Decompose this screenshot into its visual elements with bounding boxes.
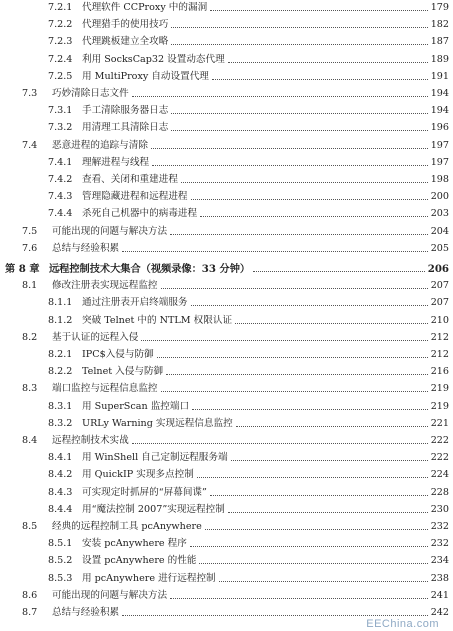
toc-entry-title: 用清理工具清除日志: [82, 122, 169, 134]
toc-page-number: 242: [430, 607, 449, 618]
toc-section-number: 7.6: [22, 242, 38, 254]
toc-row[interactable]: [0, 17, 453, 33]
toc-dot-leader: [141, 340, 428, 341]
toc-page-number: 194: [430, 88, 449, 99]
toc-page-number: 204: [430, 225, 449, 237]
toc-page-number: 200: [430, 191, 449, 203]
toc-entry-title: 用 MultiProxy 自动设置代理: [82, 70, 209, 82]
toc-section-number: 7.3.1: [48, 105, 73, 117]
toc-row[interactable]: [0, 519, 453, 535]
toc-row[interactable]: [0, 224, 453, 240]
toc-section-number: 8.7: [22, 607, 38, 618]
toc-row[interactable]: [0, 103, 453, 119]
toc-dot-leader: [157, 357, 428, 358]
toc-entry-title: URLy Warning 实现远程信息监控: [82, 417, 233, 429]
toc-page-number: 230: [430, 503, 449, 515]
toc-row[interactable]: [0, 450, 453, 466]
toc-dot-leader: [152, 165, 428, 166]
toc-row[interactable]: [0, 347, 453, 363]
toc-section-number: 8.4: [22, 435, 38, 446]
toc-page-number: 203: [430, 208, 449, 220]
toc-row[interactable]: [0, 588, 453, 604]
toc-page-number: 219: [430, 383, 449, 395]
toc-entry-title: 用“魔法控制 2007”实现远程控制: [82, 503, 225, 515]
toc-page-number: 207: [430, 280, 449, 292]
toc-page-number: 191: [430, 70, 449, 82]
toc-dot-leader: [253, 271, 425, 272]
toc-entry-title: 管理隐藏进程和远程进程: [82, 191, 188, 203]
toc-page-number: 212: [430, 349, 449, 360]
toc-section-number: 8.5: [22, 521, 38, 532]
toc-row[interactable]: [0, 120, 453, 136]
toc-entry-title: 杀死自己机器中的病毒进程: [82, 208, 198, 220]
toc-entry-title: 手工清除服务器日志: [82, 105, 169, 117]
toc-entry-title: 设置 pcAnywhere 的性能: [82, 555, 197, 567]
toc-dot-leader: [212, 79, 428, 80]
toc-dot-leader: [171, 27, 428, 28]
toc-section-number: 7.5: [22, 225, 38, 237]
toc-dot-leader: [191, 199, 428, 200]
toc-dot-leader: [161, 391, 428, 392]
toc-row[interactable]: [0, 364, 453, 380]
toc-page-number: 232: [430, 521, 449, 532]
toc-entry-title: 用 WinShell 自己定制远程服务端: [82, 452, 228, 464]
toc-dot-leader: [170, 598, 428, 599]
toc-section-number: 8.2: [22, 331, 38, 343]
toc-dot-leader: [132, 443, 428, 444]
toc-section-number: 7.4.2: [48, 174, 73, 185]
toc-section-number: 8.2.2: [48, 366, 73, 378]
toc-page-number: 187: [430, 36, 449, 48]
toc-entry-title: 巧妙清除日志文件: [52, 88, 129, 99]
toc-section-number: 8.3.1: [48, 400, 73, 412]
toc-page-number: 221: [430, 417, 449, 429]
toc-section-number: 8.6: [22, 589, 38, 601]
watermark: EEChina.com: [366, 618, 439, 630]
toc-section-number: 8.4.4: [48, 503, 73, 515]
toc-dot-leader: [192, 409, 428, 410]
toc-row[interactable]: [0, 69, 453, 85]
toc-dot-leader: [170, 234, 428, 235]
toc-page-number: 228: [430, 486, 449, 498]
toc-page-number: 207: [430, 297, 449, 309]
toc-dot-leader: [219, 581, 428, 582]
toc-page-number: 232: [430, 538, 449, 550]
toc-dot-leader: [197, 477, 428, 478]
toc-page-number: 196: [430, 122, 449, 134]
toc-section-number: 7.2.5: [48, 70, 73, 82]
toc-dot-leader: [122, 615, 428, 616]
toc-entry-title: 远程控制技术大集合（视频录像：33 分钟）: [49, 263, 251, 275]
toc-entry-title: 用 QuickIP 实现多点控制: [82, 469, 194, 481]
toc-row[interactable]: [0, 467, 453, 483]
toc-entry-title: 代理跳板建立全攻略: [82, 36, 169, 48]
toc-section-number: 7.4.4: [48, 208, 73, 220]
toc-entry-title: 理解进程与线程: [82, 156, 150, 168]
toc-row[interactable]: [0, 0, 453, 16]
toc-page-number: 222: [430, 452, 449, 464]
toc-row[interactable]: [0, 399, 453, 415]
toc-row[interactable]: [0, 155, 453, 171]
toc-entry-title: 代理软件 CCProxy 中的漏洞: [82, 2, 208, 13]
toc-row[interactable]: [0, 485, 453, 501]
toc-row[interactable]: [0, 502, 453, 518]
toc-row[interactable]: [0, 34, 453, 50]
toc-page-number: 234: [430, 555, 449, 567]
toc-section-number: 8.5.2: [48, 555, 73, 567]
toc-page-number: 179: [430, 2, 449, 13]
toc-section-number: 7.3: [22, 88, 38, 99]
toc-entry-title: 利用 SocksCap32 设置动态代理: [82, 53, 225, 65]
toc-page-number: 197: [430, 156, 449, 168]
toc-row[interactable]: [0, 295, 453, 311]
toc-dot-leader: [228, 512, 428, 513]
toc-row[interactable]: [0, 172, 453, 188]
toc-dot-leader: [132, 96, 428, 97]
toc-row[interactable]: [0, 206, 453, 222]
toc-dot-leader: [236, 426, 428, 427]
toc-section-number: 7.3.2: [48, 122, 73, 134]
toc-dot-leader: [171, 130, 428, 131]
toc-dot-leader: [210, 495, 428, 496]
toc-page-number: 238: [430, 572, 449, 584]
toc-section-number: 8.1.1: [48, 297, 73, 309]
toc-section-number: 7.4.3: [48, 191, 73, 203]
toc-row[interactable]: [0, 52, 453, 68]
toc-dot-leader: [231, 460, 428, 461]
toc-row[interactable]: [0, 189, 453, 205]
toc-entry-title: 远程控制技术实战: [52, 435, 129, 446]
toc-section-number: 8.3.2: [48, 417, 73, 429]
toc-section-number: 8.5.1: [48, 538, 73, 550]
toc-page-number: 205: [430, 242, 449, 254]
toc-entry-title: 端口监控与远程信息监控: [52, 383, 158, 395]
toc-row[interactable]: [0, 86, 453, 102]
toc-section-number: 8.4.2: [48, 469, 73, 481]
toc-page-number: 194: [430, 105, 449, 117]
toc-dot-leader: [151, 148, 428, 149]
toc-entry-title: 总结与经验积累: [52, 242, 120, 254]
toc-dot-leader: [191, 305, 428, 306]
toc-dot-leader: [190, 546, 428, 547]
toc-dot-leader: [200, 216, 428, 217]
toc-section-number: 8.1: [22, 280, 38, 292]
toc-page-number: 182: [430, 19, 449, 31]
toc-row[interactable]: [0, 536, 453, 552]
toc-row[interactable]: [0, 313, 453, 329]
toc-entry-title: 用 SuperScan 监控端口: [82, 400, 190, 412]
toc-dot-leader: [210, 10, 428, 11]
toc-section-number: 8.5.3: [48, 572, 73, 584]
toc-section-number: 7.2.4: [48, 53, 73, 65]
toc-page-number: 197: [430, 139, 449, 151]
toc-section-number: 8.1.2: [48, 314, 73, 326]
toc-row[interactable]: [0, 553, 453, 569]
toc-entry-title: 总结与经验积累: [52, 607, 120, 618]
toc-page-number: 222: [430, 435, 449, 446]
toc-entry-title: 通过注册表开启终端服务: [82, 297, 188, 309]
toc-page-number: 210: [430, 314, 449, 326]
toc-entry-title: 修改注册表实现远程监控: [52, 280, 158, 292]
toc-dot-leader: [181, 182, 428, 183]
toc-section-number: 8.4.1: [48, 452, 73, 464]
toc-page-number: 219: [430, 400, 449, 412]
toc-row[interactable]: [0, 381, 453, 397]
toc-section-number: 7.2.1: [48, 2, 73, 13]
toc-entry-title: 用 pcAnywhere 进行远程控制: [82, 572, 216, 584]
toc-dot-leader: [161, 288, 428, 289]
toc-section-number: 第 8 章: [5, 263, 40, 275]
toc-row[interactable]: [0, 416, 453, 432]
toc-entry-title: 可实现定时抓屏的“屏幕间谍”: [82, 486, 207, 498]
toc-page-number: 206: [427, 263, 449, 275]
toc-page-number: 198: [430, 174, 449, 185]
toc-dot-leader: [199, 563, 428, 564]
toc-page-number: 216: [430, 366, 449, 378]
toc-page-number: 241: [430, 589, 449, 601]
toc-page-number: 212: [430, 331, 449, 343]
toc-entry-title: Telnet 入侵与防御: [82, 366, 164, 378]
toc-row[interactable]: [0, 241, 453, 257]
toc-section-number: 7.2.3: [48, 36, 73, 48]
toc-page-number: 224: [430, 469, 449, 481]
toc-entry-title: 突破 Telnet 中的 NTLM 权限认证: [82, 314, 233, 326]
toc-entry-title: 基于认证的远程入侵: [52, 331, 139, 343]
toc-dot-leader: [166, 374, 428, 375]
toc-section-number: 8.4.3: [48, 486, 73, 498]
toc-dot-leader: [228, 62, 428, 63]
toc-entry-title: 可能出现的问题与解决方法: [52, 225, 168, 237]
toc-entry-title: 安装 pcAnywhere 程序: [82, 538, 187, 550]
toc-row[interactable]: [0, 138, 453, 154]
toc-row[interactable]: [0, 278, 453, 294]
toc-row[interactable]: [0, 571, 453, 587]
toc-entry-title: 查看、关闭和重建进程: [82, 174, 178, 185]
toc-chapter-row[interactable]: [0, 261, 453, 277]
toc-row[interactable]: [0, 433, 453, 449]
toc-entry-title: 可能出现的问题与解决方法: [52, 589, 168, 601]
toc-row[interactable]: [0, 330, 453, 346]
toc-section-number: 8.3: [22, 383, 38, 395]
toc-dot-leader: [235, 323, 428, 324]
toc-entry-title: 经典的远程控制工具 pcAnywhere: [52, 521, 202, 532]
toc-section-number: 7.4.1: [48, 156, 73, 168]
toc-dot-leader: [205, 529, 428, 530]
toc-entry-title: 恶意进程的追踪与清除: [52, 139, 148, 151]
toc-entry-title: IPC$入侵与防御: [82, 349, 154, 360]
toc-dot-leader: [171, 44, 428, 45]
toc-dot-leader: [122, 251, 428, 252]
toc-section-number: 7.2.2: [48, 19, 73, 31]
toc-entry-title: 代理猎手的使用技巧: [82, 19, 169, 31]
toc-dot-leader: [171, 113, 428, 114]
toc-section-number: 7.4: [22, 139, 38, 151]
toc-section-number: 8.2.1: [48, 349, 73, 360]
toc-page-number: 189: [430, 53, 449, 65]
